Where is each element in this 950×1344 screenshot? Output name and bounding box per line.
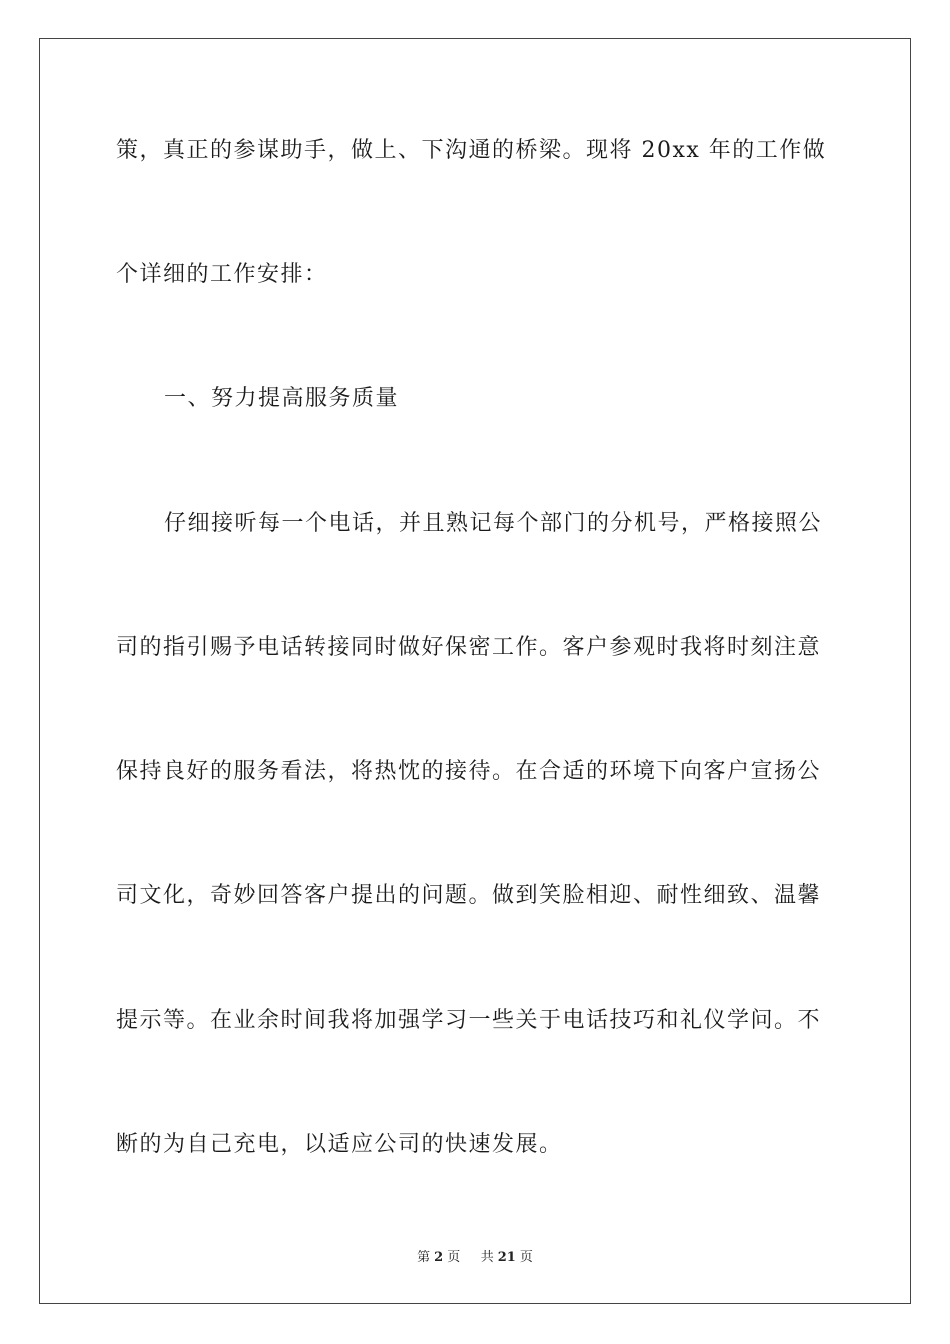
page-prefix: 第 <box>417 1250 431 1265</box>
paragraph-line-8: 断的为自己充电，以适应公司的快速发展。 <box>116 1132 563 1157</box>
paragraph-line-3: 仔细接听每一个电话，并且熟记每个部门的分机号，严格接照公 <box>164 511 823 536</box>
paragraph-line-4: 司的指引赐予电话转接同时做好保密工作。客户参观时我将时刻注意 <box>116 635 822 660</box>
paragraph-line-1: 策，真正的参谋助手，做上、下沟通的桥梁。现将 20xx 年的工作做 <box>116 138 827 163</box>
section-heading: 一、努力提高服务质量 <box>164 386 400 411</box>
paragraph-line-2: 个详细的工作安排： <box>116 262 328 287</box>
total-pages: 21 <box>497 1250 516 1265</box>
total-prefix: 共 <box>480 1250 494 1265</box>
paragraph-line-5: 保持良好的服务看法，将热忱的接待。在合适的环境下向客户宣扬公 <box>116 759 822 784</box>
paragraph-line-7: 提示等。在业余时间我将加强学习一些关于电话技巧和礼仪学问。不 <box>116 1008 822 1033</box>
paragraph-line-6: 司文化，奇妙回答客户提出的问题。做到笑脸相迎、耐性细致、温馨 <box>116 883 822 908</box>
page-number: 2 <box>434 1250 444 1265</box>
total-suffix: 页 <box>519 1250 533 1265</box>
page-suffix: 页 <box>447 1250 461 1265</box>
page-border <box>39 38 911 1304</box>
page-footer <box>0 1246 950 1265</box>
